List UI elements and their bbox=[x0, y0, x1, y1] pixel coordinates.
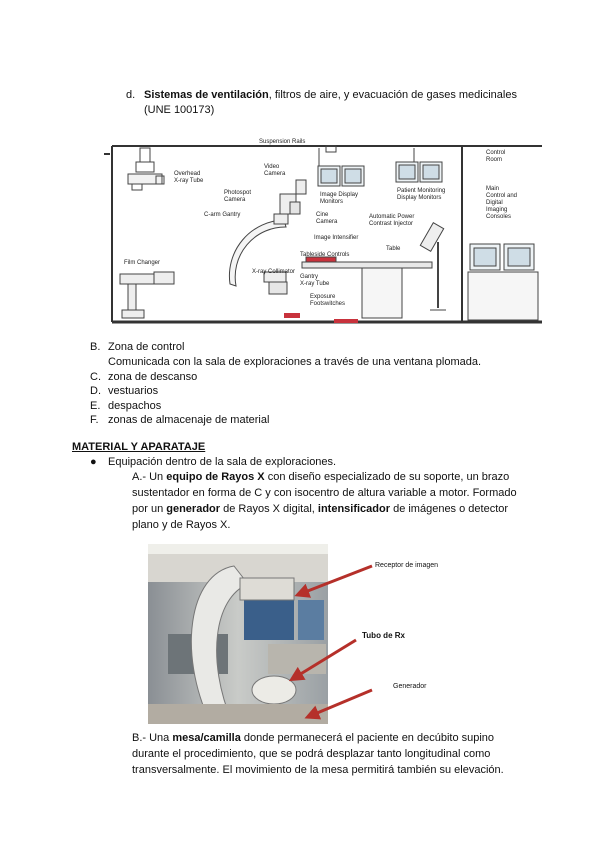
patient-monitoring-label-1: Patient Monitoring bbox=[397, 188, 446, 194]
item-d-rest: , filtros de aire, y evacuación de gases medicinales bbox=[268, 89, 517, 101]
arrow-receptor bbox=[300, 566, 372, 594]
c-arm-gantry-label: C-arm Gantry bbox=[204, 212, 241, 218]
label-generador: Generador bbox=[393, 683, 427, 690]
overhead-tube-label-1: Overhead bbox=[174, 171, 201, 177]
main-control-label-3: Digital bbox=[486, 200, 503, 206]
image-display-label-2: Monitors bbox=[320, 199, 344, 205]
gantry-tube-label-1: Gantry bbox=[300, 274, 319, 280]
paragraph-a-line-2: sustentador en forma de C y con isocentro de altura variable a motor. Formado bbox=[132, 487, 517, 499]
zone-e-letter: E. bbox=[90, 400, 101, 412]
image-intensifier-label: Image Intensifier bbox=[314, 235, 359, 241]
label-receptor: Receptor de imagen bbox=[375, 562, 439, 569]
cine-camera-label-2: Camera bbox=[316, 219, 338, 225]
cine-camera-label-1: Cine bbox=[316, 212, 329, 218]
image-display-label-1: Image Display bbox=[320, 192, 359, 198]
overhead-tube-label-2: X-ray Tube bbox=[174, 178, 204, 184]
video-camera-label-2: Camera bbox=[264, 171, 286, 177]
exposure-footswitches-label-1: Exposure bbox=[310, 294, 336, 300]
video-camera-label-1: Video bbox=[264, 164, 280, 170]
paragraph-a-line-1: A.- Un equipo de Rayos X con diseño especializado de su soporte, un brazo bbox=[132, 471, 510, 483]
paragraph-b-line-2: durante el procedimiento, que se podrá desplazar tanto longitudinal como bbox=[132, 748, 491, 760]
film-changer-label: Film Changer bbox=[124, 260, 161, 266]
control-room-diagram bbox=[466, 132, 542, 328]
tableside-controls-label: Tableside Controls bbox=[300, 252, 350, 258]
arrow-generador bbox=[310, 690, 372, 716]
main-control-label-1: Main bbox=[486, 186, 500, 192]
photospot-label-1: Photospot bbox=[224, 190, 252, 196]
zone-b-text: Zona de control bbox=[108, 341, 185, 353]
paragraph-a-line-3: por un generador de Rayos X digital, intensificador de imágenes o detector bbox=[132, 503, 509, 515]
zone-d-text: vestuarios bbox=[108, 385, 159, 397]
suspension-rails-label: Suspension Rails bbox=[259, 139, 306, 145]
auto-injector-label-1: Automatic Power bbox=[369, 214, 415, 220]
main-control-label-2: Control and bbox=[486, 193, 518, 199]
zone-e-text: despachos bbox=[108, 400, 162, 412]
item-d-bold: Sistemas de ventilación bbox=[144, 89, 269, 101]
section-title: MATERIAL Y APARATAJE bbox=[72, 441, 206, 453]
zone-f-letter: F. bbox=[90, 414, 99, 426]
zone-d-letter: D. bbox=[90, 385, 101, 397]
paragraph-a bbox=[132, 469, 526, 533]
control-room-label-a: Control bbox=[486, 150, 506, 156]
item-d-letter: d. bbox=[126, 89, 136, 101]
paragraph-b-line-1: B.- Una mesa/camilla donde permanecerá el paciente en decúbito supino bbox=[132, 732, 495, 744]
photo-arrows bbox=[280, 560, 380, 730]
photospot-label-2: Camera bbox=[224, 197, 246, 203]
item-d-line1 bbox=[144, 88, 517, 102]
bullet-text: Equipación dentro de la sala de exploraciones. bbox=[108, 456, 337, 468]
main-control-label-4: Imaging bbox=[486, 207, 508, 213]
zone-c-letter: C. bbox=[90, 371, 101, 383]
zone-b-letter: B. bbox=[90, 341, 101, 353]
zone-b-description: Comunicada con la sala de exploraciones a través de una ventana plomada. bbox=[108, 356, 482, 368]
paragraph-b-line-3: transversalmente. El movimiento de la mesa permitirá también su elevación. bbox=[132, 764, 504, 776]
paragraph-b bbox=[132, 730, 526, 778]
arrow-tubo bbox=[294, 640, 356, 678]
auto-injector-label-2: Contrast Injector bbox=[369, 221, 414, 227]
control-room-label-b: Room bbox=[486, 157, 503, 163]
xray-collimator-label: X-ray Collimator bbox=[252, 269, 296, 275]
zone-c-text: zona de descanso bbox=[108, 371, 198, 383]
control-consoles-drawing bbox=[468, 244, 538, 320]
cath-lab-diagram bbox=[104, 132, 466, 328]
paragraph-a-line-4: plano y de Rayos X. bbox=[132, 519, 231, 531]
main-control-label-5: Consoles bbox=[486, 214, 512, 220]
label-tubo: Tubo de Rx bbox=[362, 631, 405, 640]
patient-monitoring-label-2: Display Monitors bbox=[397, 195, 442, 201]
exposure-footswitches-label-2: Footswitches bbox=[310, 301, 346, 307]
item-d-line2: (UNE 100173) bbox=[144, 104, 215, 116]
gantry-tube-label-2: X-ray Tube bbox=[300, 281, 330, 287]
table-label: Table bbox=[386, 246, 401, 252]
bullet-marker: ● bbox=[90, 456, 97, 468]
zone-f-text: zonas de almacenaje de material bbox=[108, 414, 270, 426]
